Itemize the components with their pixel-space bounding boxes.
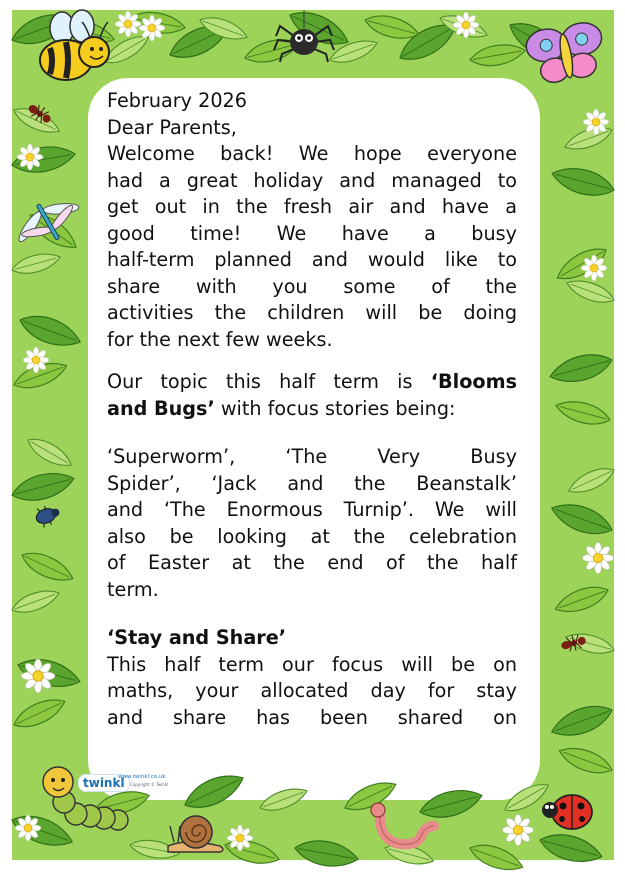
topic-tail: with focus stories being:	[214, 396, 456, 420]
welcome-line: for the next few weeks.	[107, 327, 333, 351]
topic-line	[107, 369, 517, 396]
stories-line: and ‘The Enormous Turnip’. We will	[107, 498, 517, 521]
topic-line	[107, 396, 517, 423]
stay-paragraph	[107, 652, 517, 732]
topic-name-part-2: and Bugs’	[107, 396, 215, 420]
twinkl-url[interactable]: www.twinkl.co.uk	[118, 774, 166, 780]
stories-line: term.	[107, 577, 159, 601]
letter-date: February 2026	[107, 89, 247, 112]
twinkl-logo: twinkl	[78, 774, 130, 792]
welcome-line: good time! We have a busy	[107, 221, 517, 245]
stories-paragraph	[107, 444, 517, 603]
welcome-line: share with you some of the	[107, 274, 517, 298]
stories-line: Spider’, ‘Jack and the Beanstalk’	[107, 471, 517, 495]
welcome-line: had a great holiday and managed to	[107, 168, 517, 192]
welcome-line: Welcome back! We hope everyone	[107, 142, 517, 165]
stories-line: of Easter at the end of the half	[107, 551, 517, 574]
stay-line: This half term our focus will be on	[107, 652, 517, 676]
topic-name-part-1: ‘Blooms	[430, 370, 517, 393]
welcome-line: get out in the fresh air and have a	[107, 195, 517, 218]
welcome-line: half-term planned and would like to	[107, 248, 517, 271]
letter-body	[107, 88, 517, 731]
topic-lead: Our topic this half term is	[107, 370, 431, 393]
welcome-line: activities the children will be doing	[107, 301, 517, 324]
stay-line: and share has been shared on	[107, 705, 517, 729]
twinkl-branding	[78, 772, 169, 791]
letter-greeting: Dear Parents,	[107, 115, 237, 139]
section-heading: ‘Stay and Share’	[107, 626, 287, 649]
topic-paragraph	[107, 369, 517, 422]
stories-line: also be looking at the celebration	[107, 524, 517, 548]
twinkl-copyright: Copyright © Twinkl	[130, 782, 169, 787]
stories-line: ‘Superworm’, ‘The Very Busy	[107, 445, 517, 468]
welcome-paragraph	[107, 141, 517, 353]
stay-line: maths, your allocated day for stay	[107, 679, 517, 702]
